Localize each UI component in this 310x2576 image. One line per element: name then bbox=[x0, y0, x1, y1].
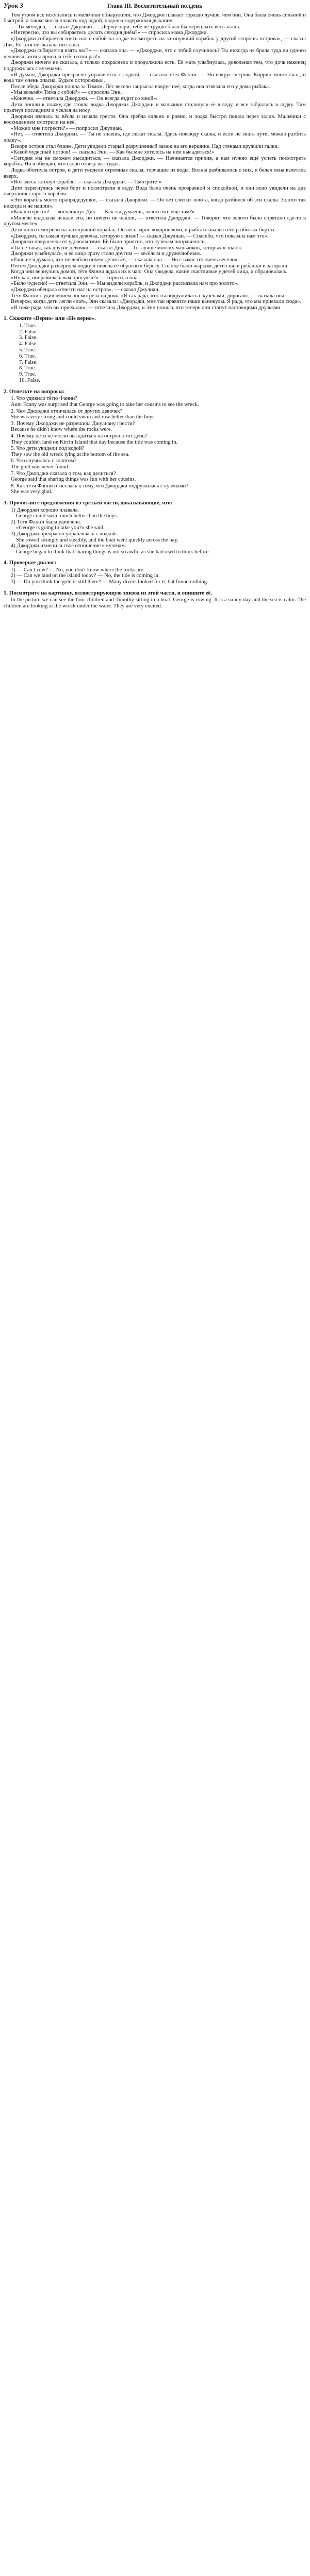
answer: The gold was never found. bbox=[11, 464, 70, 470]
exercise-heading: 4. Проверьте диалог: bbox=[4, 560, 57, 566]
statement: 1) Джорджи хорошо плавала. bbox=[11, 507, 79, 513]
question-item bbox=[4, 446, 306, 457]
question-item bbox=[4, 483, 306, 495]
narrative-paragraph: «Джорджи собирается взять вас?» — сказала она. — «Джорджи, что с тобой случилось? Ты никогда не брала туда ни одного человека, хотя я просила тебя сотни раз!» bbox=[4, 48, 306, 60]
narrative-paragraph: Вскоре остров стал ближе. Дети увидели старый разрушенный замок на его вершине. Над стенами кружили галки. bbox=[11, 143, 279, 149]
statement: 4) Джорджи изменила своё отношение к кузенам. bbox=[11, 543, 126, 549]
dialogue-line: 3) — Do you think the gold is still there? — Many divers looked for it, but found nothing. bbox=[11, 579, 208, 585]
exercise-heading: 5. Посмотрите на картинку, иллюстрирующую эпизод из этой части, и опишите её. bbox=[4, 589, 212, 596]
statement: 3) Джорджи прекрасно управлялась с лодкой. bbox=[11, 531, 117, 537]
answer-item: 10. False. bbox=[19, 378, 40, 384]
exercise-1 bbox=[4, 316, 306, 384]
narrative-paragraph: «Я тоже рада, что вы приехали», — ответила Джорджи, и Энн поняла, что теперь они станут настоящими друзьями. bbox=[11, 304, 282, 311]
narrative-paragraph: Тем утром все искупались и мальчики обнаружили, что Джорджи плавает гораздо лучше, чем они. Она была очень сильной и быстрой, а также могла плавать под водой, надолго задерживая дыхание. bbox=[4, 12, 306, 24]
narrative-paragraph: Потом Джорджи развернула лодку и повела её обратно к берегу. Солнце было жарким, дети сняли рубашки и загорали. bbox=[11, 263, 289, 269]
quote: She rowed strongly and steadily, and the boat went quickly across the bay. bbox=[16, 537, 178, 543]
quote: George could swim much better than the boys. bbox=[16, 513, 118, 519]
narrative-paragraph: Дети пошли к пляжу, где стояла лодка Джорджи. Джорджи и мальчики столкнули её в воду, и все забрались в лодку. Тим прыгнул последним и уселся на носу. bbox=[4, 101, 306, 114]
narrative-paragraph: «Мы возьмём Тима с собой?» — спросила Энн. bbox=[11, 90, 122, 96]
answer-item: 8. True. bbox=[19, 365, 36, 371]
exercise-heading: 1. Скажите «Верно» или «Не верно». bbox=[4, 315, 96, 322]
question-item bbox=[4, 421, 306, 433]
quote: «George is going to take you?» she said. bbox=[16, 525, 105, 531]
question-item bbox=[4, 433, 306, 445]
narrative-paragraph: Тётя Фанни с удивлением посмотрела на дочь. «Я так рада, что ты подружилась с кузенами, дорогая», — сказала она. bbox=[11, 293, 286, 299]
narrative-paragraph: «Ты не такая, как другие девочки, — сказал Дик. — Ты лучше многих мальчиков, которых я знаю». bbox=[11, 245, 243, 251]
narrative-paragraph: Дети перегнулись через борт и посмотрели в воду. Вода была очень прозрачной и спокойной, и они ясно увидели на дне очертания старого корабля. bbox=[4, 185, 306, 197]
narrative-paragraph: Лодка обогнула остров, и дети увидели огромные скалы, торчащие из воды. Волны разбивались о них, и белая пена взлетала вверх. bbox=[4, 167, 306, 179]
narrative-paragraph: — Ты молодец, — сказал Джулиан. — Держу пари, тебе не трудно было бы переплыть весь залив. bbox=[11, 24, 240, 30]
narrative bbox=[4, 12, 306, 311]
narrative-paragraph: «Интересно, что вы собираетесь делать сегодня днём?» — спросила мама Джорджи. bbox=[11, 30, 208, 36]
question: 7. Что Джорджи сказала о том, как делиться? bbox=[11, 470, 116, 477]
narrative-paragraph: Джорджи улыбнулась, и её лицо сразу стало другим — весёлым и дружелюбным. bbox=[11, 251, 201, 257]
answer: Because he didn't know where the rocks were. bbox=[11, 427, 112, 433]
answer-list bbox=[4, 323, 306, 384]
answer-item: 2. False. bbox=[19, 329, 38, 335]
narrative-paragraph: «Это корабль моего прапрадедушки, — сказала Джорджи. — Он вёз слитки золота, когда разбился об эти скалы. Золото так никогда и не нашли». bbox=[4, 197, 306, 209]
quote: George began to think that sharing things is not so awful as she had used to think before. bbox=[16, 549, 210, 555]
answer-item: 3. False. bbox=[19, 335, 38, 341]
statement: 2) Тётя Фанни была удивлена. bbox=[11, 519, 81, 525]
exercise-2 bbox=[4, 389, 306, 495]
answer: They couldn't land on Kirrin Island that day because the tide was coming in. bbox=[11, 439, 178, 445]
question: 3. Почему Джорджи не разрешила Джулиану грести? bbox=[11, 420, 135, 427]
narrative-paragraph: «Джорджи собирается взять нас с собой на лодке посмотреть на затонувший корабль у другой стороны острова», — сказал Дик. Её тётя не сказала ни слова. bbox=[4, 36, 306, 48]
quote-item bbox=[4, 531, 306, 543]
answer: They saw the old wreck lying at the bottom of the sea. bbox=[11, 451, 130, 457]
quote-item bbox=[4, 543, 306, 555]
answer-item: 7. False. bbox=[19, 359, 38, 365]
question: 5. Что дети увидели под водой? bbox=[11, 446, 85, 452]
narrative-paragraph: «Было чудесно! — ответила Энн. — Мы видели корабль, и Джорджи рассказала нам про золото». bbox=[11, 281, 239, 287]
narrative-paragraph: «Нет, — ответила Джорджи. — Ты не знаешь, где лежат скалы. Здесь повсюду скалы, и если не знать пути, можно разбить лодку». bbox=[4, 131, 306, 144]
lesson-title: Урок 3 bbox=[4, 2, 23, 9]
narrative-paragraph: «Вот здесь затонул корабль, — сказала Джорджи. — Смотрите!» bbox=[11, 179, 162, 185]
question-list bbox=[4, 396, 306, 495]
answer: George said that sharing things was fun with her cousins. bbox=[11, 477, 136, 483]
exercise-5 bbox=[4, 590, 306, 609]
quote-item bbox=[4, 507, 306, 519]
answer-item: 9. True. bbox=[19, 371, 36, 378]
narrative-paragraph: «Сегодня мы не сможем высадиться, — сказала Джорджи. — Начинается прилив, а нам нужно ещё успеть посмотреть корабль. Но я обещаю, что скоро отвезу вас туда». bbox=[4, 155, 306, 167]
narrative-paragraph: «Какой чудесный остров! — сказала Энн. — Как бы мне хотелось на нём высадиться!» bbox=[11, 149, 215, 156]
description-line: In the picture we can see the four children and Timothy sitting in a boat. George is rowing. It is a sunny day and the sea is calm. The children are looking at the wreck under the water. They are very excited. bbox=[4, 597, 306, 609]
narrative-paragraph: Дети долго смотрели на затонувший корабль. Он весь зарос водорослями, и рыбы плавали в его разбитых бортах. bbox=[11, 227, 276, 233]
narrative-paragraph: «Раньше я думала, что не люблю ничем делиться, — сказала она. — Но с вами это очень весело». bbox=[11, 257, 239, 263]
answer: Aunt Fanny was surprised that George was going to take her cousins to see the wreck. bbox=[11, 402, 199, 408]
question: 6. Что случилось с золотом? bbox=[11, 458, 77, 464]
exercise-3 bbox=[4, 500, 306, 555]
answer-item: 4. False. bbox=[19, 341, 38, 347]
page-header bbox=[4, 3, 306, 10]
narrative-paragraph: «Как интересно! — воскликнул Дик. — Как ты думаешь, золото всё ещё там?» bbox=[11, 209, 195, 215]
exercise-heading: 3. Прочитайте предложения из третьей части, доказывающие, что: bbox=[4, 499, 173, 506]
narrative-paragraph: «Конечно, — ответила Джорджи. — Он всегда ездит со мной». bbox=[11, 95, 158, 101]
exercise-heading: 2. Ответьте на вопросы: bbox=[4, 388, 65, 395]
answer-item: 5. True. bbox=[19, 347, 36, 353]
narrative-paragraph: Вечером, когда дети легли спать, Энн сказала: «Джорджи, мне так нравятся наши каникулы. Я рада, что мы приехали сюда». bbox=[11, 299, 301, 305]
narrative-paragraph: «Многие водолазы искали его, но ничего не нашли, — ответила Джорджи. — Говорят, что золото было спрятано где-то в другом месте». bbox=[4, 215, 306, 227]
question-item bbox=[4, 396, 306, 408]
question-item bbox=[4, 471, 306, 483]
answer: She was very strong and could swim and row better than the boys. bbox=[11, 414, 156, 420]
question: 1. Что удивило тётю Фанни? bbox=[11, 396, 77, 402]
question-item bbox=[4, 409, 306, 420]
narrative-paragraph: Джорджи ничего не сказала, а только покраснела и продолжила есть. Её мать улыбнулась, довольная тем, что дочь наконец подружилась с кузенами. bbox=[4, 60, 306, 72]
narrative-paragraph: «Джорджи обещала отвезти нас на остров», — сказал Джулиан. bbox=[11, 286, 160, 293]
quote-item bbox=[4, 519, 306, 531]
question: 8. Как тётя Фанни отнеслась к тому, что Джорджи подружилась с кузенами? bbox=[11, 483, 189, 489]
description-text bbox=[4, 597, 306, 609]
exercise-4 bbox=[4, 560, 306, 585]
question: 2. Чем Джорджи отличалась от других девочек? bbox=[11, 408, 123, 414]
narrative-paragraph: «Я думаю, Джорджи прекрасно управляется с лодкой, — сказала тётя Фанни. — Но вокруг острова Киррин много скал, и вода там очень опасна. Будьте осторожны». bbox=[4, 72, 306, 84]
answer: She was very glad. bbox=[11, 489, 53, 495]
answer-item: 6. True. bbox=[19, 353, 36, 359]
narrative-paragraph: «Можно мне погрести?» — попросил Джулиан. bbox=[11, 125, 122, 131]
narrative-paragraph: Джорджи покраснела от удовольствия. Ей было приятно, что кузенам понравилось. bbox=[11, 239, 206, 245]
narrative-paragraph: Джорджи взялась за вёсла и начала грести. Она гребла сильно и ровно, и лодка быстро пошла через залив. Мальчики с восхищением смотрели на неё. bbox=[4, 113, 306, 126]
narrative-paragraph: «Ну как, понравилась вам прогулка?» — спросила она. bbox=[11, 275, 139, 281]
narrative-paragraph: «Джорджи, ты самая лучшая девочка, которую я знаю! — сказал Джулиан. — Спасибо, что показала нам это». bbox=[11, 233, 269, 239]
dialogue-list bbox=[4, 567, 306, 585]
quote-list bbox=[4, 507, 306, 555]
chapter-title: Глава III. Восхитительный полдень bbox=[107, 3, 203, 9]
answer-item: 1. True. bbox=[19, 323, 36, 329]
dialogue-line: 1) — Can I row? — No, you don't know where the rocks are. bbox=[11, 567, 145, 573]
dialogue-line: 2) — Can we land on the island today? — No, the tide is coming in. bbox=[11, 573, 160, 579]
narrative-paragraph: Когда они вернулись домой, тётя Фанни ждала их к чаю. Она увидела, какие счастливые у детей лица, и обрадовалась. bbox=[11, 269, 288, 275]
question: 4. Почему дети не могли высадиться на остров в тот день? bbox=[11, 433, 147, 439]
narrative-paragraph: После обеда Джорджи пошла за Тимом. Пёс весело запрыгал вокруг неё, когда она отвязала его у дома рыбака. bbox=[11, 83, 270, 90]
question-item bbox=[4, 458, 306, 470]
